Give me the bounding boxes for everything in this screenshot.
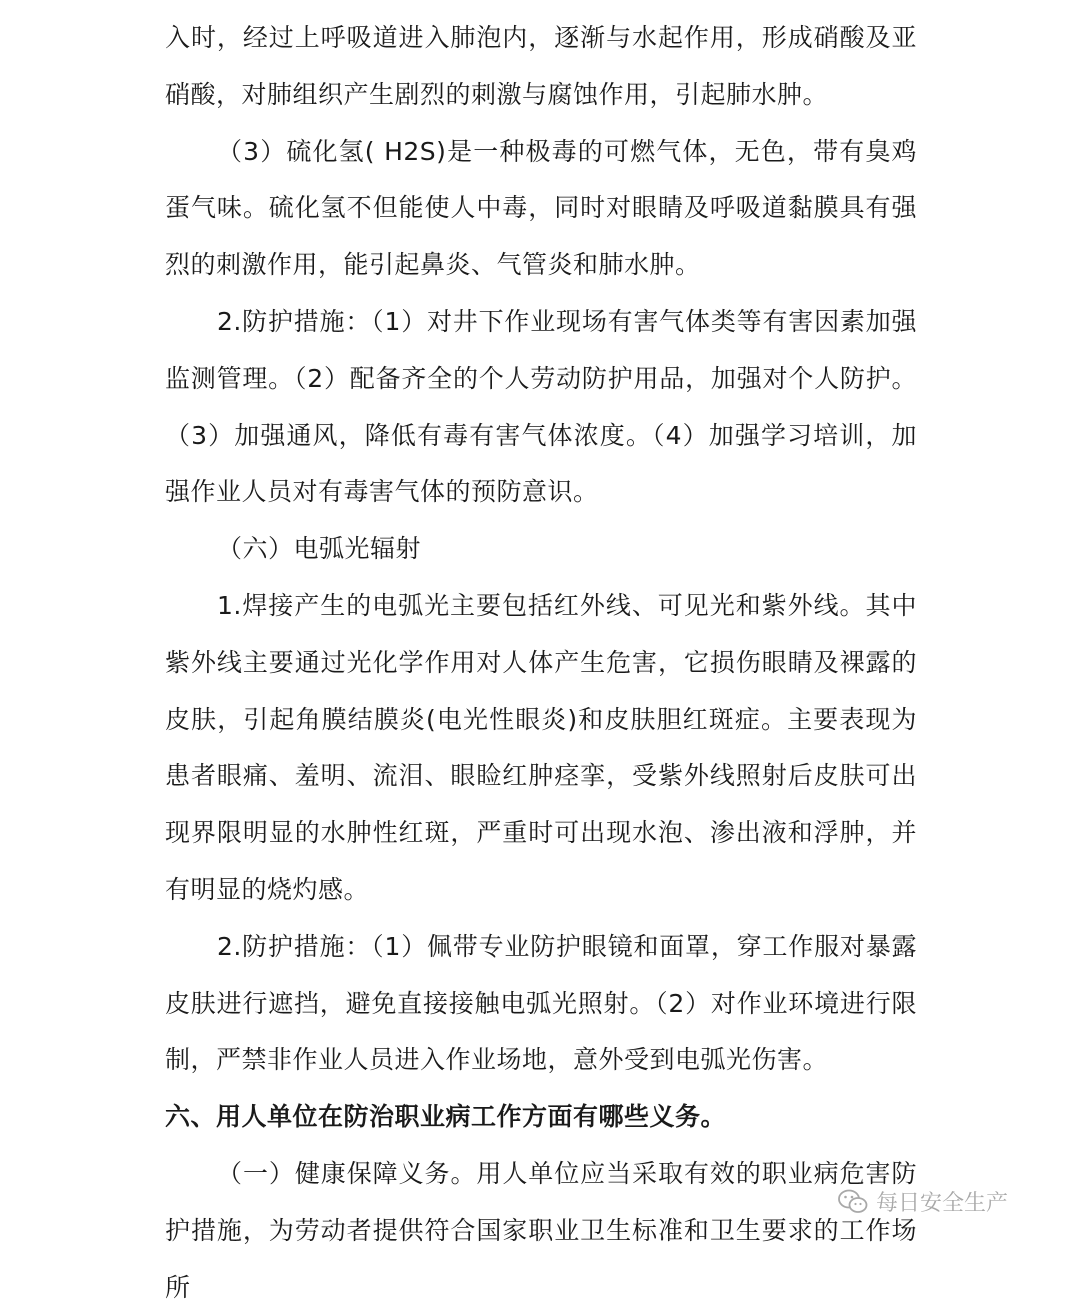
section-heading-arc-radiation: （六）电弧光辐射 — [217, 534, 422, 564]
wechat-icon — [838, 1189, 868, 1215]
paragraph-arc-light-hazards: 1.焊接产生的电弧光主要包括红外线、可见光和紫外线。其中紫外线主要通过光化学作用对人体产生危害，它损伤眼睛及裸露的皮肤，引起角膜结膜炎(电光性眼炎)和皮肤胆红斑症。主要表现为患者眼痛、羞明、流泪、眼睑红肿痉挛，受紫外线照射后皮肤可出现界限明显的水肿性红斑，严重时可出现水泡、渗出液和浮肿，并有明显的烧灼感。 — [165, 590, 917, 904]
paragraph-h2s: （3）硫化氢( H2S)是一种极毒的可燃气体，无色，带有臭鸡蛋气味。硫化氢不但能使人中毒，同时对眼睛及呼吸道黏膜具有强烈的刺激作用，能引起鼻炎、气管炎和肺水肿。 — [165, 136, 917, 280]
document-body — [165, 10, 917, 1316]
paragraph-gas-protection-measures: 2.防护措施：（1）对井下作业现场有害气体类等有害因素加强监测管理。（2）配备齐全的个人劳动防护用品，加强对个人防护。（3）加强通风，降低有毒有害气体浓度。（4）加强学习培训，加强作业人员对有毒害气体的预防意识。 — [165, 306, 917, 507]
watermark-text: 每日安全生产 — [876, 1191, 1009, 1216]
section-heading-employer-obligations: 六、用人单位在防治职业病工作方面有哪些义务。 — [165, 1102, 727, 1132]
paragraph-health-guarantee: （一）健康保障义务。用人单位应当采取有效的职业病危害防护措施，为劳动者提供符合国家职业卫生标准和卫生要求的工作场所 — [165, 1158, 917, 1302]
watermark — [838, 1186, 1008, 1217]
paragraph-arc-protection-measures: 2.防护措施：（1）佩带专业防护眼镜和面罩，穿工作服对暴露皮肤进行遮挡，避免直接接触电弧光照射。（2）对作业环境进行限制，严禁非作业人员进入作业场地，意外受到电弧光伤害。 — [165, 931, 917, 1075]
paragraph-no2-inhalation: 入时，经过上呼吸道进入肺泡内，逐渐与水起作用，形成硝酸及亚硝酸，对肺组织产生剧烈的刺激与腐蚀作用，引起肺水肿。 — [165, 23, 917, 109]
